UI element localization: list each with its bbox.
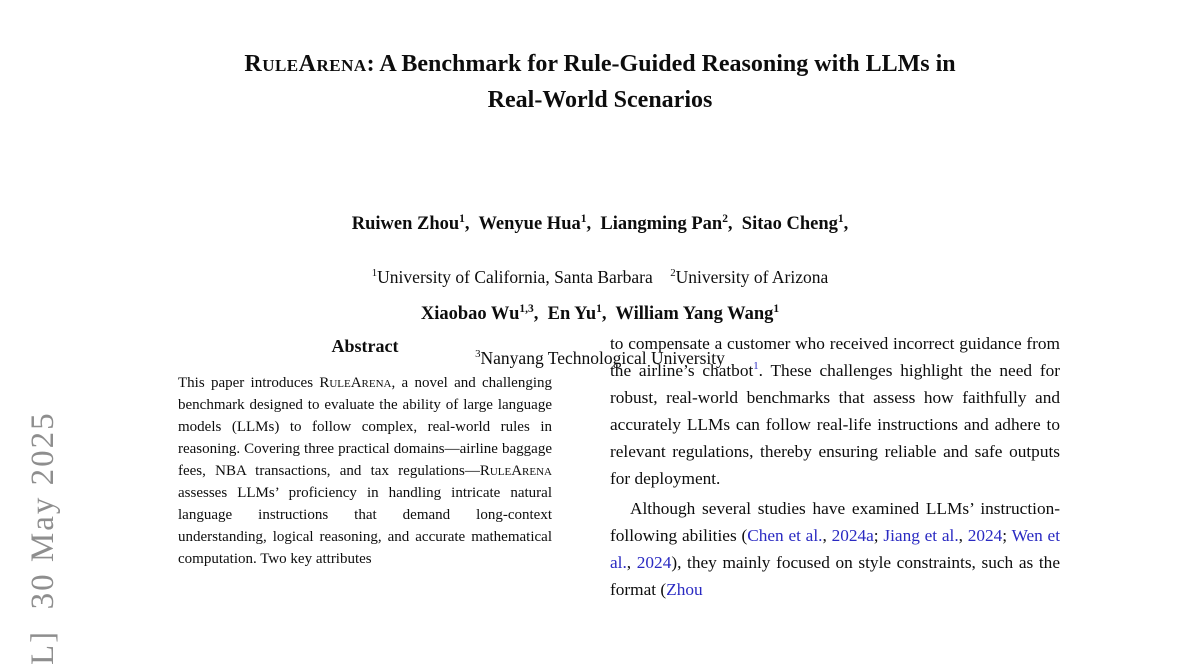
intro-paragraph-related-work: Although several studies have examined LLMs’ instruction-following abilities (Chen et al., 2024a; Jiang et al., 2024; Wen et al., 2024), they mainly focused on style constraints, such as the format (Zhou [610,499,1061,599]
affiliation-line-2: $^3$Nanyang Technological University [475,348,725,368]
paper-title-line-1: RuleArena: A Benchmark for Rule-Guided Reasoning with LLMs in [244,51,956,77]
author-line-1: Ruiwen Zhou$^1$, Wenyue Hua$^1$, Liangming Pan$^2$, Sitao Cheng$^1$, [351,212,849,234]
citation-link[interactable]: Wen et al. [610,526,1061,572]
affiliation-line-1: $^1$University of California, Santa Barbara $^2$University of Arizona [371,267,829,287]
citation-link[interactable]: 2024a [831,526,874,545]
author-line-2: Xiaobao Wu$^{1,3}$, En Yu$^1$, William Yang Wang$^1$ [420,302,780,324]
citation-link[interactable]: Chen et al. [747,526,823,545]
intro-paragraph-continuation: to compensate a customer who received incorrect guidance from the airline’s chatbot$^1$. These challenges highlight the need for robust, real-world benchmarks that assess how faithfully and accurately LLMs can follow real-life instructions and adhere to relevant regulations, thereby ensuring reliable and safe outputs for deployment. [610,334,1060,488]
paper-title-line-2: Real-World Scenarios [487,87,713,113]
citation-link[interactable]: 2024 [967,526,1003,545]
abstract-heading: Abstract [331,336,399,356]
abstract-text: This paper introduces RuleArena, a novel and challenging benchmark designed to evaluate the ability of large language models (LLMs) to follow complex, real-world rules in reasoning. Covering three practical domains—airline baggage fees, NBA transactions, and tax regulations—RuleArena assesses LLMs’ proficiency in handling intricate natural language instructions that demand long-context understanding, logical reasoning, and accurate mathematical computation. Two key attributes [178,375,552,567]
citation-link[interactable]: 2024 [636,553,672,572]
right-column [610,330,1060,603]
paper-title [100,46,1100,118]
arxiv-watermark: L] 30 May 2025 [25,411,61,665]
citation-link[interactable]: Jiang et al. [883,526,959,545]
citation-link[interactable]: Zhou [666,580,703,599]
footnote-marker-link[interactable]: 1 [753,360,759,373]
